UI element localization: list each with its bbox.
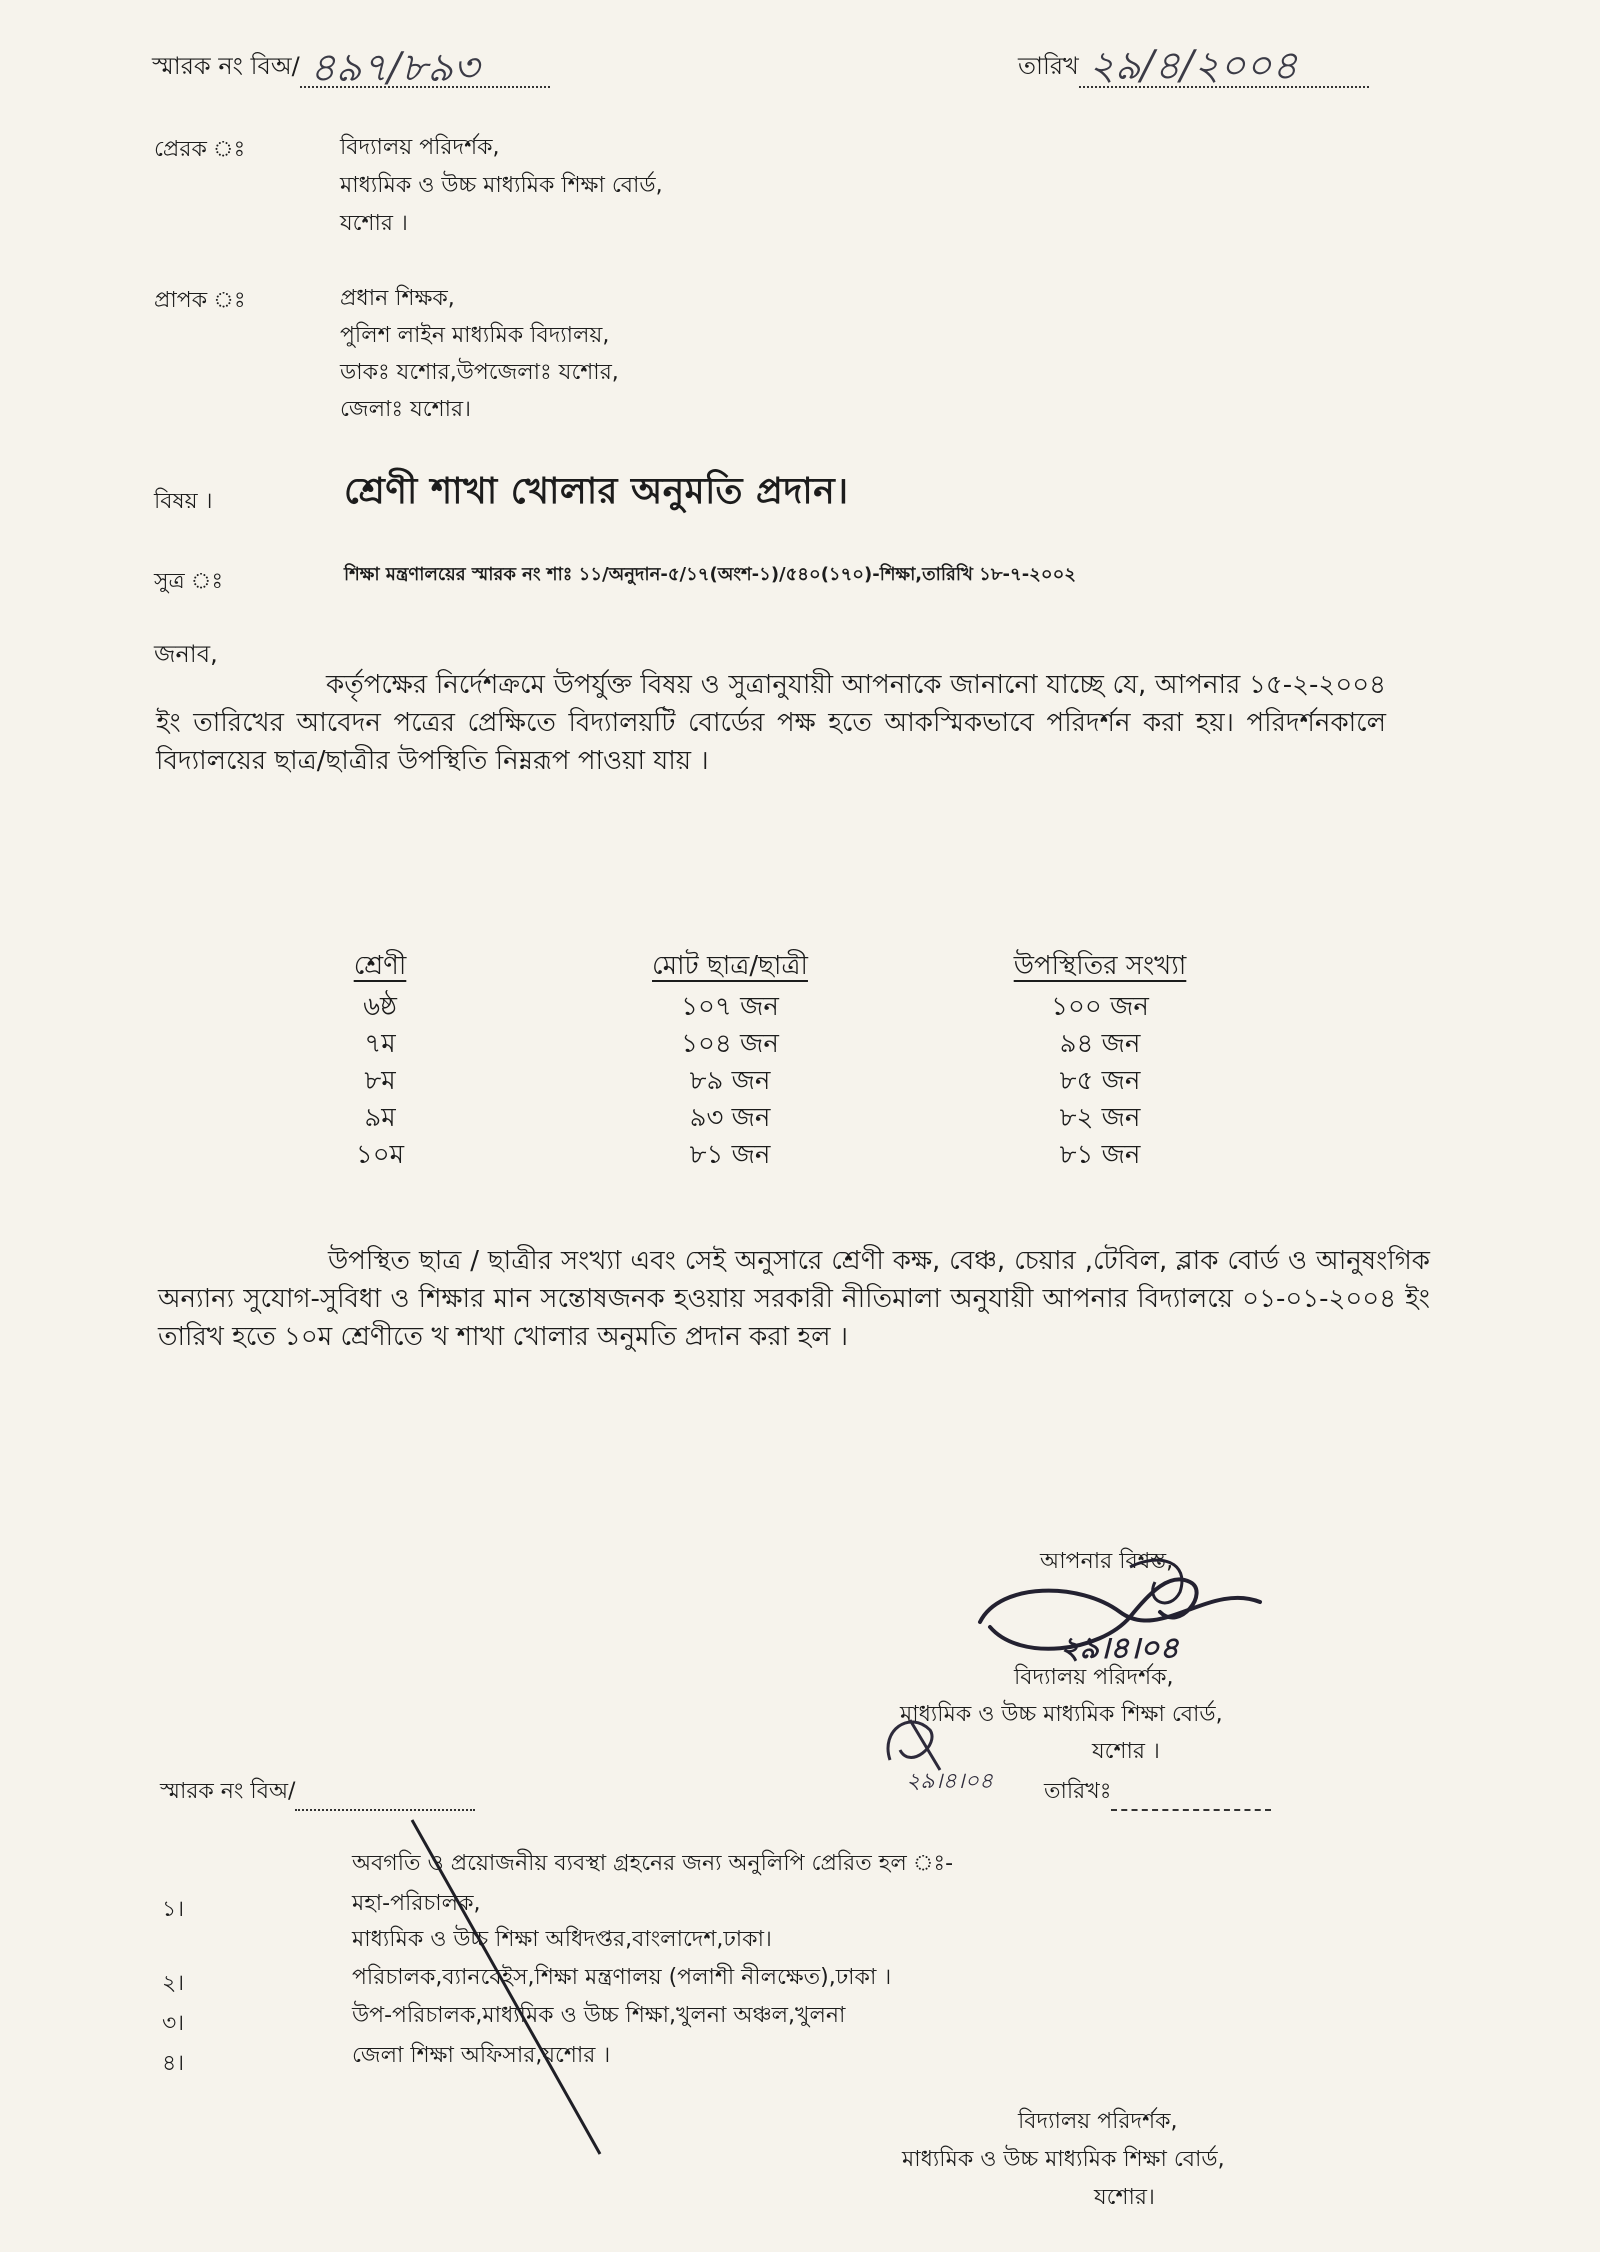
- copy-date-dashline: [1111, 1789, 1271, 1811]
- copy-item-4-line-1: জেলা শিক্ষা অফিসার,যশোর ।: [352, 2043, 611, 2068]
- table-header-class: শ্রেণী: [353, 951, 407, 981]
- copy-item-2-line-1: পরিচালক,ব্যানবেইস,শিক্ষা মন্ত্রণালয় (পলাশী নীলক্ষেত),ঢাকা ।: [352, 1965, 892, 1990]
- strike-stroke: [412, 1820, 600, 2154]
- copy-date-label: তারিখঃ: [1044, 1779, 1112, 1804]
- recipient-line-4: জেলাঃ যশোর।: [340, 397, 471, 422]
- signature-line-2: মাধ্যমিক ও উচ্চ মাধ্যমিক শিক্ষা বোর্ড,: [900, 1702, 1223, 1727]
- signature-line-3: যশোর ।: [1092, 1739, 1160, 1764]
- memo-label: স্মারক নং বিঅ/: [152, 52, 300, 80]
- table-cell: ৮১ জন: [689, 1140, 771, 1170]
- table-cell: ৯৪ জন: [1059, 1029, 1141, 1059]
- copy-item-number: ৪।: [162, 2051, 185, 2076]
- date-label: তারিখ: [1018, 52, 1079, 80]
- copy-item-number: ২।: [162, 1971, 185, 1996]
- copy-item-number: ১।: [162, 1897, 185, 1922]
- memo-handwritten: ৪৯৭/৮৯৩: [309, 45, 480, 91]
- subject-text: শ্রেণী শাখা খোলার অনুমতি প্রদান।: [344, 471, 849, 512]
- sender-label: প্রেরক ঃ: [154, 137, 246, 162]
- table-cell: ১০০ জন: [1051, 992, 1149, 1022]
- signature-date: ২৯।৪।০৪: [1060, 1631, 1179, 1666]
- recipient-label: প্রাপক ঃ: [154, 288, 246, 313]
- table-cell: ৮২ জন: [1059, 1103, 1141, 1133]
- sender-line-3: যশোর ।: [340, 211, 408, 236]
- copy-item-1-line-2: মাধ্যমিক ও উচ্চ শিক্ষা অধিদপ্তর,বাংলাদেশ,ঢাকা।: [352, 1927, 772, 1952]
- body-paragraph-1: [156, 666, 1386, 780]
- paragraph-2-text: উপস্থিত ছাত্র / ছাত্রীর সংখ্যা এবং সেই অনুসারে শ্রেণী কক্ষ, বেঞ্চ, চেয়ার ,টেবিল, ব্লাক বোর্ড ও আনুষংগিক অন্যান্য সুযোগ-সুবিধা ও শিক্ষার মান সন্তোষজনক হওয়ায় সরকারী নীতিমালা অনুযায়ী আপনার বিদ্যালয়ে ০১-০১-২০০৪ ইং তারিখ হতে ১০ম শ্রেণীতে খ শাখা খোলার অনুমতি প্রদান করা হল ।: [158, 1246, 1430, 1352]
- footer-line-3: যশোর।: [1094, 2185, 1155, 2210]
- initial-date: ২৯।৪।০৪: [906, 1769, 994, 1794]
- table-cell: ৮ম: [364, 1066, 396, 1096]
- table-cell: ৮১ জন: [1059, 1140, 1141, 1170]
- copy-memo-label: স্মারক নং বিঅ/: [160, 1779, 296, 1804]
- date-line: [1018, 43, 1369, 89]
- footer-line-1: বিদ্যালয় পরিদর্শক,: [1018, 2109, 1178, 2134]
- date-dotline: [1079, 43, 1369, 89]
- table-header-total: মোট ছাত্র/ছাত্রী: [652, 951, 808, 981]
- recipient-line-3: ডাকঃ যশোর,উপজেলাঃ যশোর,: [340, 360, 619, 385]
- copy-intro: অবগতি ও প্রয়োজনীয় ব্যবস্থা গ্রহনের জন্য অনুলিপি প্রেরিত হল ঃ-: [352, 1851, 954, 1876]
- recipient-line-2: পুলিশ লাইন মাধ্যমিক বিদ্যালয়,: [340, 323, 610, 348]
- copy-date-line: [1044, 1774, 1271, 1811]
- memo-dotline: [300, 45, 550, 91]
- table-cell: ৭ম: [364, 1029, 396, 1059]
- reference-label: সুত্র ঃ: [154, 569, 224, 594]
- table-cell: ৮৯ জন: [689, 1066, 771, 1096]
- table-cell: ১০৭ জন: [681, 992, 779, 1022]
- copy-item-3-line-1: উপ-পরিচালক,মাধ্যমিক ও উচ্চ শিক্ষা,খুলনা অঞ্চল,খুলনা: [352, 2003, 846, 2028]
- subject-label: বিষয় ।: [154, 489, 213, 514]
- reference-text: শিক্ষা মন্ত্রণালয়ের স্মারক নং শাঃ ১১/অনুদান-৫/১৭(অংশ-১)/৫৪০(১৭০)-শিক্ষা,তারিখি ১৮-৭-২০০২: [344, 564, 1076, 585]
- signature-line-1: বিদ্যালয় পরিদর্শক,: [1014, 1665, 1174, 1690]
- sender-line-2: মাধ্যমিক ও উচ্চ মাধ্যমিক শিক্ষা বোর্ড,: [340, 173, 663, 198]
- table-cell: ১০ম: [355, 1140, 405, 1170]
- sender-line-1: বিদ্যালয় পরিদর্শক,: [340, 135, 500, 160]
- memo-line: [152, 45, 550, 91]
- table-cell: ৮৫ জন: [1059, 1066, 1141, 1096]
- table-cell: ৯ম: [364, 1103, 396, 1133]
- salutation: জনাব,: [154, 640, 218, 668]
- copy-memo-line: [160, 1774, 475, 1811]
- copy-memo-dotline: [295, 1783, 475, 1811]
- closing-text: আপনার বিশ্বস্ত,: [1040, 1549, 1174, 1574]
- strike-through-line: [400, 1814, 620, 2164]
- copy-item-1-line-1: মহা-পরিচালক,: [352, 1891, 481, 1916]
- table-cell: ৯৩ জন: [689, 1103, 771, 1133]
- table-cell: ৬ষ্ঠ: [363, 992, 397, 1022]
- table-cell: ১০৪ জন: [681, 1029, 779, 1059]
- date-handwritten: ২৯/৪/২০০৪: [1088, 43, 1298, 89]
- copy-item-number: ৩।: [162, 2011, 185, 2036]
- initial-stroke: [888, 1720, 940, 1770]
- body-paragraph-2: [158, 1242, 1430, 1356]
- paragraph-1-text: কর্তৃপক্ষের নির্দেশক্রমে উপর্যুক্ত বিষয় ও সুত্রানুযায়ী আপনাকে জানানো যাচ্ছে যে, আপনার ১৫-২-২০০৪ ইং তারিখের আবেদন পত্রের প্রেক্ষিতে বিদ্যালয়টি বোর্ডের পক্ষ হতে আকস্মিকভাবে পরিদর্শন করা হয়। পরিদর্শনকালে বিদ্যালয়ের ছাত্র/ছাত্রীর উপস্থিতি নিম্নরূপ পাওয়া যায় ।: [156, 670, 1386, 776]
- table-header-present: উপস্থিতির সংখ্যা: [1013, 951, 1187, 981]
- recipient-line-1: প্রধান শিক্ষক,: [340, 286, 455, 311]
- footer-line-2: মাধ্যমিক ও উচ্চ মাধ্যমিক শিক্ষা বোর্ড,: [902, 2147, 1225, 2172]
